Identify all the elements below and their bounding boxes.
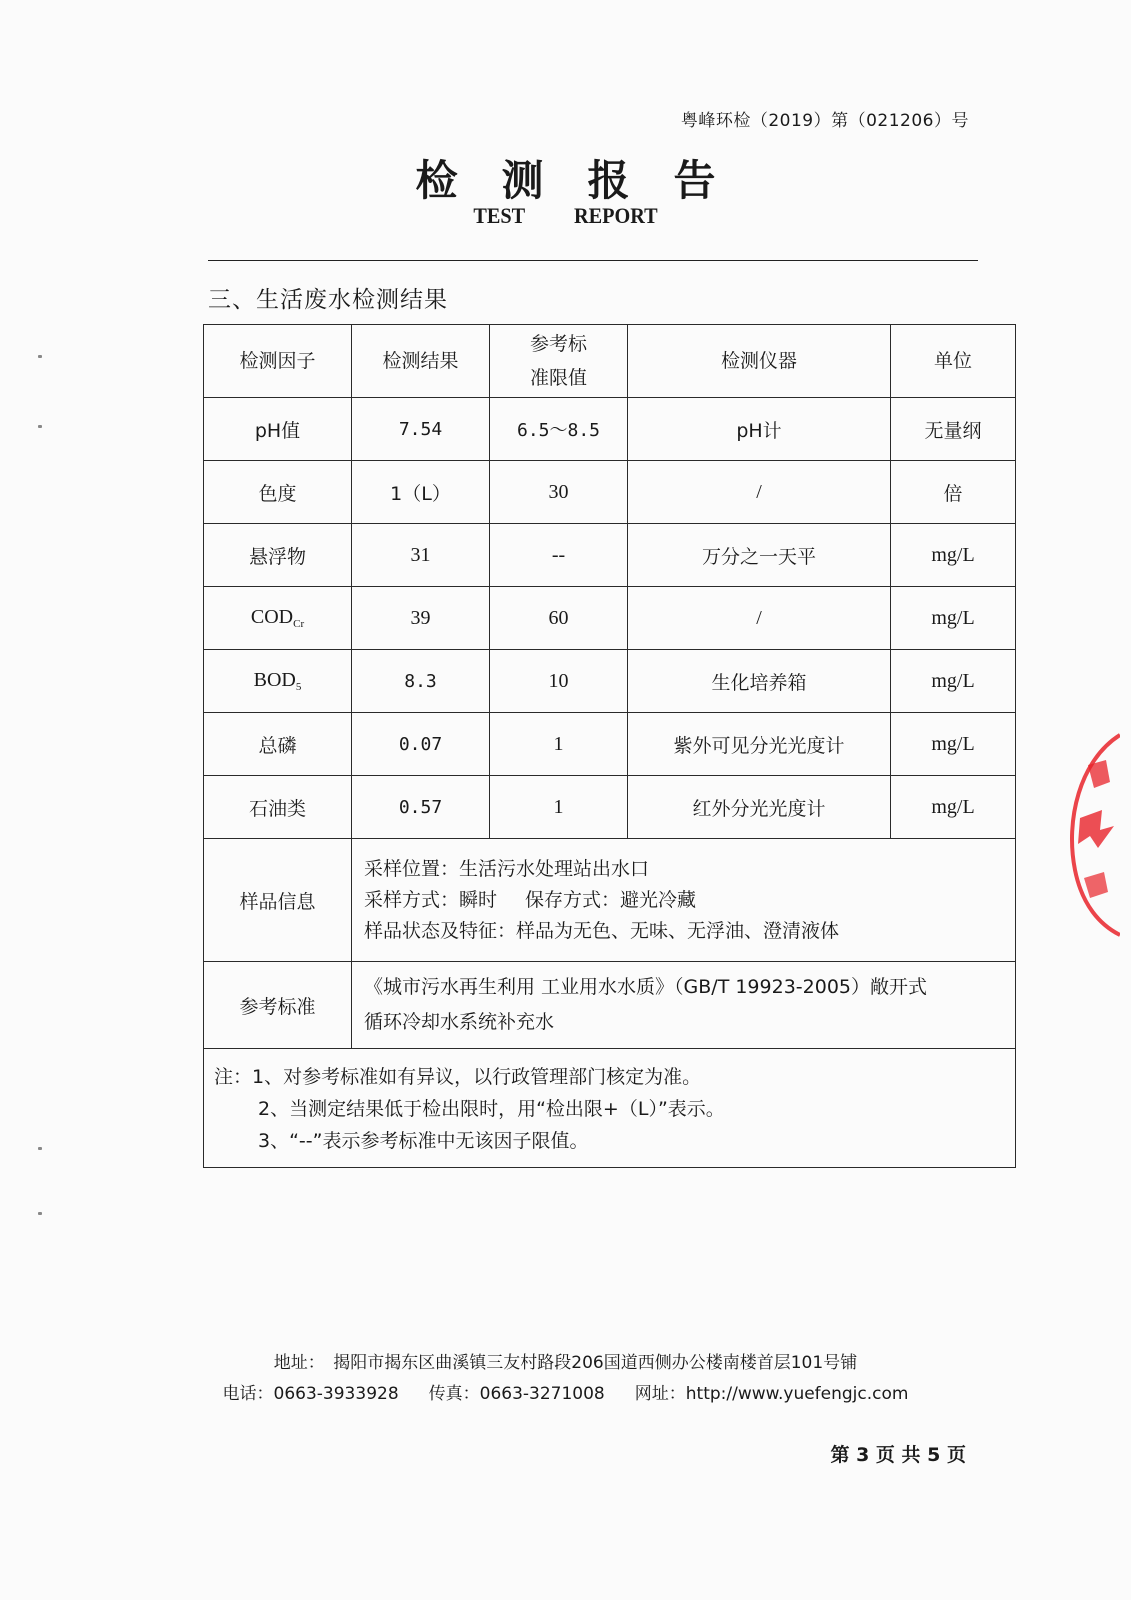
result-cell: 31	[352, 524, 490, 587]
report-number: 粤峰环检（2019）第（021206）号	[680, 111, 969, 131]
unit-cell: mg/L	[891, 524, 1016, 587]
unit-cell: mg/L	[891, 587, 1016, 650]
table-row	[204, 650, 1016, 713]
instrument-cell: pH计	[628, 398, 891, 461]
instrument-cell: 生化培养箱	[628, 650, 891, 713]
limit-cell: 6.5～8.5	[490, 398, 628, 461]
limit-cell: 60	[490, 587, 628, 650]
table-row	[204, 713, 1016, 776]
sample-state: 样品状态及特征：样品为无色、无味、无浮油、澄清液体	[364, 919, 840, 942]
results-table	[203, 324, 1016, 1168]
factor-cell: pH值	[204, 398, 352, 461]
factor-cell	[204, 587, 352, 650]
factor-cell	[204, 650, 352, 713]
notes-row	[204, 1049, 1016, 1168]
page-number: 第 3 页 共 5 页	[830, 1444, 966, 1466]
instrument-cell: 万分之一天平	[628, 524, 891, 587]
note-3: 3、“--”表示参考标准中无该因子限值。	[258, 1130, 589, 1152]
factor-cell: 石油类	[204, 776, 352, 839]
report-title-cn: 检测报告	[415, 156, 760, 205]
reference-content	[352, 962, 1016, 1049]
footer-website: 网址：http://www.yuefengjc.com	[634, 1384, 909, 1404]
limit-cell: 1	[490, 776, 628, 839]
table-row	[204, 398, 1016, 461]
unit-cell: mg/L	[891, 650, 1016, 713]
reference-label: 参考标准	[204, 962, 352, 1049]
table-row	[204, 587, 1016, 650]
sample-storage: 保存方式：避光冷藏	[525, 888, 697, 911]
factor-name: BOD	[253, 669, 296, 691]
header-limit	[490, 325, 628, 398]
table-header-row	[204, 325, 1016, 398]
footer-fax: 传真：0663-3271008	[428, 1384, 605, 1404]
scan-mark	[38, 425, 42, 428]
header-unit: 单位	[891, 325, 1016, 398]
factor-cell: 色度	[204, 461, 352, 524]
sample-info-content	[352, 839, 1016, 962]
sample-location: 采样位置：生活污水处理站出水口	[364, 857, 650, 880]
table-row	[204, 524, 1016, 587]
header-limit-line1: 参考标	[529, 333, 587, 355]
result-cell: 1（L）	[352, 461, 490, 524]
seal-mark-bottom	[1084, 872, 1108, 898]
red-seal-stamp	[1060, 730, 1120, 940]
unit-cell: mg/L	[891, 713, 1016, 776]
table-row	[204, 461, 1016, 524]
limit-cell: 30	[490, 461, 628, 524]
sample-info-label: 样品信息	[204, 839, 352, 962]
header-instrument: 检测仪器	[628, 325, 891, 398]
footer-phone: 电话：0663-3933928	[222, 1384, 399, 1404]
reference-line-1: 《城市污水再生利用 工业用水水质》（GB/T 19923-2005）敞开式	[364, 976, 927, 998]
note-2: 2、当测定结果低于检出限时，用“检出限+（L）”表示。	[258, 1098, 725, 1120]
factor-cell: 悬浮物	[204, 524, 352, 587]
footer-contact	[0, 1379, 1131, 1404]
sample-method: 采样方式：瞬时	[364, 888, 498, 911]
result-cell: 0.57	[352, 776, 490, 839]
note-1: 注：1、对参考标准如有异议，以行政管理部门核定为准。	[214, 1066, 702, 1088]
factor-name: COD	[250, 606, 294, 628]
sample-info-row	[204, 839, 1016, 962]
limit-cell: 1	[490, 713, 628, 776]
scan-mark	[38, 1212, 42, 1215]
unit-cell: 无量纲	[891, 398, 1016, 461]
instrument-cell: /	[628, 587, 891, 650]
unit-cell: mg/L	[891, 776, 1016, 839]
factor-subscript: Cr	[293, 618, 305, 630]
header-limit-line2: 准限值	[529, 367, 587, 389]
scan-mark	[38, 1147, 42, 1150]
limit-cell: 10	[490, 650, 628, 713]
result-cell: 8.3	[352, 650, 490, 713]
notes-content	[204, 1049, 1016, 1168]
report-title-en: TEST REPORT	[473, 203, 658, 228]
seal-star	[1078, 810, 1114, 848]
header-factor: 检测因子	[204, 325, 352, 398]
seal-mark-top	[1088, 760, 1110, 788]
instrument-cell: 紫外可见分光光度计	[628, 713, 891, 776]
factor-cell: 总磷	[204, 713, 352, 776]
reference-line-2: 循环冷却水系统补充水	[364, 1011, 555, 1033]
limit-cell: --	[490, 524, 628, 587]
table-row	[204, 776, 1016, 839]
title-divider	[208, 260, 978, 261]
result-cell: 39	[352, 587, 490, 650]
section-heading: 三、生活废水检测结果	[208, 287, 448, 313]
instrument-cell: 红外分光光度计	[628, 776, 891, 839]
result-cell: 7.54	[352, 398, 490, 461]
instrument-cell: /	[628, 461, 891, 524]
result-cell: 0.07	[352, 713, 490, 776]
footer-address: 地址： 揭阳市揭东区曲溪镇三友村路段206国道西侧办公楼南楼首层101号铺	[273, 1353, 858, 1373]
unit-cell: 倍	[891, 461, 1016, 524]
header-result: 检测结果	[352, 325, 490, 398]
reference-row	[204, 962, 1016, 1049]
factor-subscript: 5	[295, 681, 302, 693]
scan-mark	[38, 355, 42, 358]
